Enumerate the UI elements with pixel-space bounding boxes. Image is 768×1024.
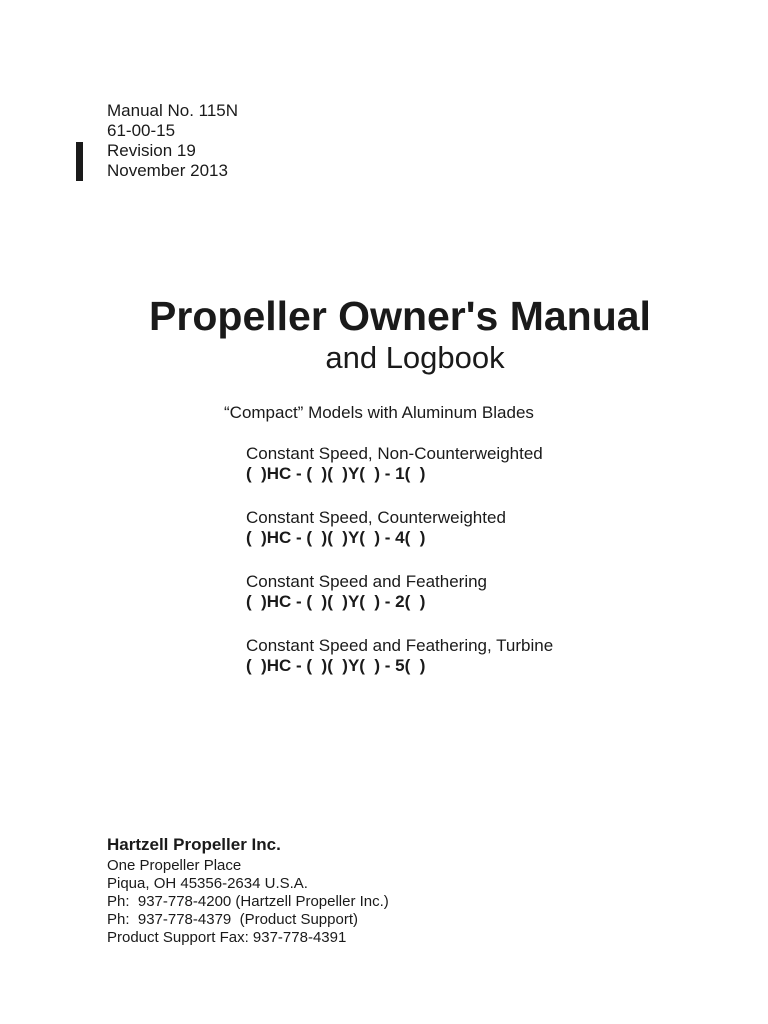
- model-name: Constant Speed and Feathering: [246, 572, 488, 591]
- models-heading: “Compact” Models with Aluminum Blades: [224, 403, 534, 422]
- model-code: ( )HC - ( )( )Y( ) - 2( ): [246, 592, 426, 611]
- address-line-2: Piqua, OH 45356-2634 U.S.A.: [107, 875, 308, 892]
- model-group: [246, 508, 506, 548]
- phone-main: Ph: 937-778-4200 (Hartzell Propeller Inc.): [107, 893, 389, 910]
- model-code: ( )HC - ( )( )Y( ) - 4( ): [246, 528, 426, 547]
- phone-support: Ph: 937-778-4379 (Product Support): [107, 911, 358, 928]
- fax-support: Product Support Fax: 937-778-4391: [107, 929, 347, 946]
- model-code: ( )HC - ( )( )Y( ) - 1( ): [246, 464, 426, 483]
- model-group: [246, 572, 487, 612]
- model-name: Constant Speed, Counterweighted: [246, 508, 506, 527]
- manual-number: Manual No. 115N: [107, 101, 239, 120]
- model-name: Constant Speed, Non-Counterweighted: [246, 444, 543, 463]
- revision-date: November 2013: [107, 161, 228, 180]
- page-subtitle: and Logbook: [325, 340, 505, 375]
- ata-code: 61-00-15: [107, 121, 176, 140]
- model-group: [246, 636, 553, 676]
- page-title: Propeller Owner's Manual: [149, 293, 651, 339]
- revision-change-bar: [76, 142, 83, 181]
- model-group: [246, 444, 543, 484]
- address-line-1: One Propeller Place: [107, 857, 242, 874]
- company-contact-block: [107, 834, 389, 947]
- revision-number: Revision 19: [107, 141, 196, 160]
- manual-info-block: [107, 101, 238, 181]
- company-name: Hartzell Propeller Inc.: [107, 835, 281, 854]
- model-name: Constant Speed and Feathering, Turbine: [246, 636, 554, 655]
- model-code: ( )HC - ( )( )Y( ) - 5( ): [246, 656, 426, 675]
